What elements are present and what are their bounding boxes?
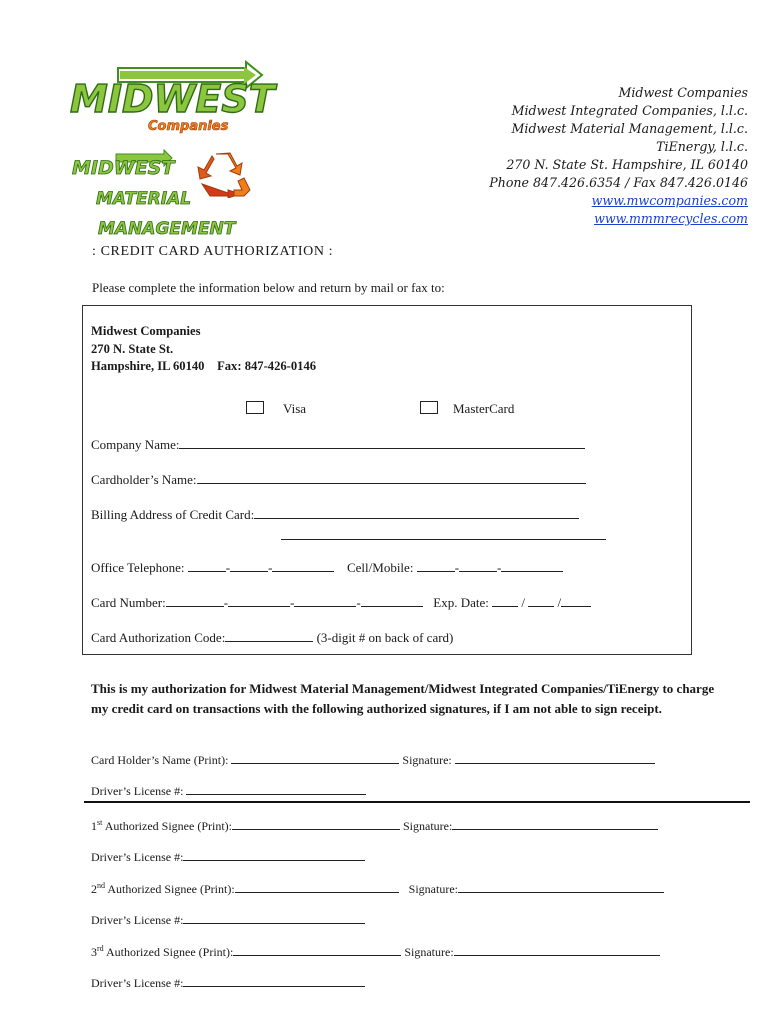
visa-label: Visa	[283, 401, 307, 416]
cardholder-name-input[interactable]	[197, 472, 586, 484]
card-holder-license-input[interactable]	[186, 783, 366, 795]
mastercard-label: MasterCard	[453, 401, 515, 416]
signee-1-signature-label: Signature:	[403, 819, 453, 833]
mmm-line2: MATERIAL	[96, 189, 192, 209]
date-separator: /	[521, 595, 525, 610]
card-separator: -	[223, 595, 229, 610]
signee-2-signature-input[interactable]	[458, 881, 664, 893]
card-number-group-2[interactable]	[228, 595, 290, 607]
companies-wordmark: Companies	[148, 119, 229, 134]
mwcompanies-link[interactable]: www.mwcompanies.com	[591, 193, 748, 208]
card-holder-signature-input[interactable]	[455, 752, 655, 764]
cardholder-name-label: Cardholder’s Name:	[91, 472, 197, 487]
signee-2-name-input[interactable]	[235, 881, 399, 893]
phone-row	[91, 560, 563, 576]
card-number-group-3[interactable]	[294, 595, 356, 607]
card-separator: -	[356, 595, 361, 610]
header-line-address: 270 N. State St. Hampshire, IL 60140	[506, 157, 748, 172]
mmm-line1: MIDWEST	[72, 157, 175, 179]
signee-1-signature-input[interactable]	[452, 818, 658, 830]
office-phone-prefix-input[interactable]	[230, 560, 268, 572]
signee-3-signature-label: Signature:	[404, 945, 454, 959]
mail-to-address	[91, 323, 316, 376]
signee-1-license-row	[91, 849, 365, 865]
auth-code-hint: (3-digit # on back of card)	[316, 630, 454, 645]
cell-prefix-input[interactable]	[459, 560, 497, 572]
visa-checkbox[interactable]	[246, 401, 264, 414]
signee-3-label: Authorized Signee (Print):	[106, 945, 234, 959]
office-phone-label: Office Telephone:	[91, 560, 185, 575]
mmm-line3: MANAGEMENT	[98, 219, 236, 239]
mail-to-company: Midwest Companies	[91, 324, 201, 338]
signee-3-signature-input[interactable]	[454, 944, 660, 956]
phone-separator: -	[268, 560, 273, 575]
cell-label: Cell/Mobile:	[346, 560, 414, 575]
auth-code-input[interactable]	[225, 630, 313, 642]
header-line-company: Midwest Companies	[618, 85, 748, 100]
office-phone-area-input[interactable]	[188, 560, 226, 572]
cell-area-input[interactable]	[417, 560, 455, 572]
card-holder-row	[91, 752, 655, 768]
card-number-group-4[interactable]	[361, 595, 423, 607]
billing-address-row-2	[281, 528, 606, 544]
midwest-wordmark: MIDWEST	[70, 77, 275, 121]
card-number-label: Card Number:	[91, 595, 166, 610]
signee-2-license-row	[91, 912, 365, 928]
cell-line-input[interactable]	[501, 560, 563, 572]
card-number-row	[91, 595, 591, 611]
signee-1-suffix: st	[97, 818, 103, 827]
authorization-statement: This is my authorization for Midwest Material Management/Midwest Integrated Companies/TiEnergy to charge my credit card on transactions with the following authorized signatures, if I am not able to sign receipt.	[91, 681, 715, 716]
signee-2-license-input[interactable]	[183, 912, 365, 924]
billing-address-input-1[interactable]	[254, 507, 579, 519]
form-title: : CREDIT CARD AUTHORIZATION :	[92, 244, 334, 259]
company-name-input[interactable]	[179, 437, 585, 449]
exp-year-input[interactable]	[561, 595, 591, 607]
phone-separator: -	[497, 560, 502, 575]
auth-code-label: Card Authorization Code:	[91, 630, 226, 645]
card-holder-name-label: Card Holder’s Name (Print):	[91, 753, 229, 767]
cardholder-name-row	[91, 472, 586, 488]
form-instructions: Please complete the information below and return by mail or fax to:	[92, 280, 445, 295]
card-holder-name-input[interactable]	[231, 752, 399, 764]
billing-address-label: Billing Address of Credit Card:	[91, 507, 255, 522]
auth-code-row	[91, 630, 453, 646]
signee-2-row	[91, 881, 664, 897]
mail-to-street: 270 N. State St.	[91, 341, 174, 356]
card-holder-signature-label: Signature:	[402, 753, 452, 767]
signee-2-suffix: nd	[97, 881, 105, 890]
phone-separator: -	[225, 560, 231, 575]
header-line-material: Midwest Material Management, l.l.c.	[511, 121, 748, 136]
mastercard-checkbox[interactable]	[420, 401, 438, 414]
exp-date-label: Exp. Date:	[433, 595, 489, 610]
signee-1-row	[91, 818, 658, 834]
card-separator: -	[290, 595, 295, 610]
company-address-block	[489, 84, 748, 228]
exp-day-input[interactable]	[528, 595, 554, 607]
drivers-license-label: Driver’s License #:	[91, 784, 184, 798]
billing-address-input-2[interactable]	[281, 528, 606, 540]
signee-3-number: 3	[91, 945, 97, 959]
drivers-license-label: Driver’s License #:	[91, 976, 184, 990]
midwest-companies-logo	[70, 62, 275, 140]
signee-2-signature-label: Signature:	[408, 882, 458, 896]
signee-1-license-input[interactable]	[183, 849, 365, 861]
drivers-license-label: Driver’s License #:	[91, 850, 184, 864]
header-line-integrated: Midwest Integrated Companies, l.l.c.	[511, 103, 748, 118]
mmmrecycles-link[interactable]: www.mmmrecycles.com	[594, 211, 748, 226]
signee-2-number: 2	[91, 882, 97, 896]
header-line-tienergy: TiEnergy, l.l.c.	[656, 139, 748, 154]
signee-2-label: Authorized Signee (Print):	[107, 882, 235, 896]
card-holder-license-row	[91, 783, 366, 799]
office-phone-line-input[interactable]	[272, 560, 334, 572]
signee-3-row	[91, 944, 660, 960]
section-divider	[84, 801, 750, 803]
signee-1-label: Authorized Signee (Print):	[104, 819, 232, 833]
signee-3-name-input[interactable]	[233, 944, 401, 956]
header-line-phone-fax: Phone 847.426.6354 / Fax 847.426.0146	[489, 175, 748, 190]
recycle-icon	[192, 150, 254, 198]
mail-to-city-fax: Hampshire, IL 60140 Fax: 847-426-0146	[91, 359, 317, 373]
signee-1-number: 1	[91, 819, 97, 833]
phone-separator: -	[454, 560, 460, 575]
company-name-label: Company Name:	[91, 437, 180, 452]
signee-3-license-input[interactable]	[183, 975, 365, 987]
exp-month-input[interactable]	[492, 595, 518, 607]
date-separator: /	[557, 595, 562, 610]
drivers-license-label: Driver’s License #:	[91, 913, 184, 927]
signee-1-name-input[interactable]	[232, 818, 400, 830]
card-number-group-1[interactable]	[166, 595, 224, 607]
signee-3-license-row	[91, 975, 365, 991]
signee-3-suffix: rd	[97, 944, 104, 953]
billing-address-row	[91, 507, 579, 523]
company-name-row	[91, 437, 585, 453]
